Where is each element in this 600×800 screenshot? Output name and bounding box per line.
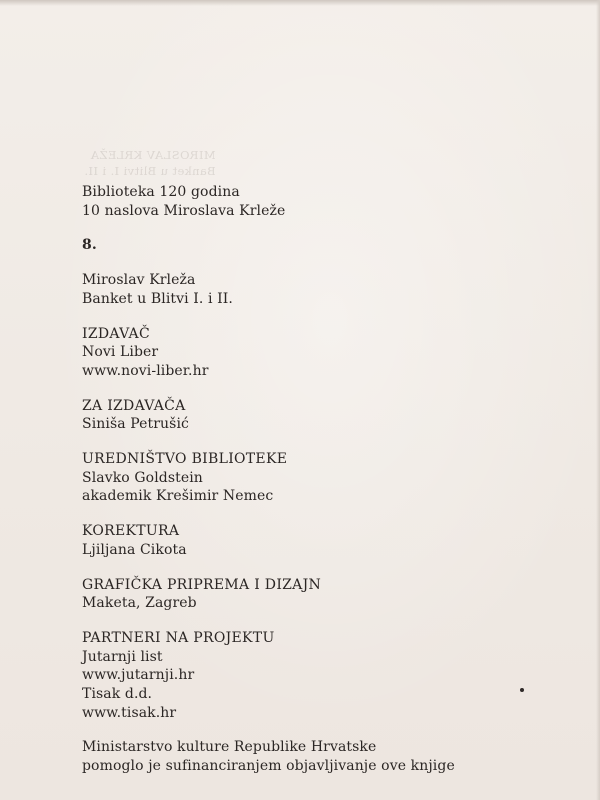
bleed-through-line: Banket u Blitvi I. i II. [84, 164, 216, 178]
funding-line: pomoglo je sufinanciranjem objavljivanje ove knjige [82, 758, 455, 775]
proofreading-block [82, 522, 562, 559]
bleed-through-line: MIROSLAV KRLEŽA [90, 148, 216, 162]
for-publisher-heading: ZA IZDAVAČA [82, 397, 186, 414]
partner-line: Jutarnji list [82, 648, 163, 665]
ink-speck [520, 688, 524, 692]
publisher-heading: IZDAVAČ [82, 325, 150, 342]
for-publisher-name: Siniša Petrušić [82, 416, 189, 433]
design-heading: GRAFIČKA PRIPREMA I DIZAJN [82, 576, 322, 593]
series-title: Biblioteka 120 godina [82, 184, 240, 200]
proofreading-heading: KOREKTURA [82, 523, 180, 540]
page-top-edge [0, 0, 600, 6]
proofreading-name: Ljiljana Cikota [82, 541, 187, 558]
page-right-edge [596, 0, 600, 800]
publisher-block [82, 325, 562, 381]
design-block [82, 576, 562, 613]
partner-line: Tisak d.d. [82, 686, 153, 703]
publisher-website: www.novi-liber.hr [82, 362, 209, 379]
publisher-name: Novi Liber [82, 344, 159, 361]
editorial-board-block [82, 450, 562, 506]
funding-block [82, 738, 562, 775]
design-name: Maketa, Zagreb [82, 595, 197, 612]
partner-line: www.jutarnji.hr [82, 667, 195, 684]
book-title: Banket u Blitvi I. i II. [82, 290, 233, 307]
series-subtitle: 10 naslova Miroslava Krleže [82, 202, 286, 219]
volume-block [82, 236, 562, 255]
colophon [82, 183, 562, 792]
book-author: Miroslav Krleža [82, 272, 196, 289]
book-block [82, 271, 562, 308]
editorial-board-heading: UREDNIŠTVO BIBLIOTEKE [82, 451, 288, 468]
series-block [82, 183, 562, 220]
funding-line: Ministarstvo kulture Republike Hrvatske [82, 739, 377, 756]
partner-line: www.tisak.hr [82, 704, 177, 721]
editorial-board-member: Slavko Goldstein [82, 469, 203, 486]
partners-block [82, 629, 562, 723]
for-publisher-block [82, 397, 562, 434]
volume-number: 8. [82, 237, 97, 254]
editorial-board-member: akademik Krešimir Nemec [82, 488, 274, 505]
bleed-through-text [84, 147, 216, 179]
partners-heading: PARTNERI NA PROJEKTU [82, 629, 275, 646]
